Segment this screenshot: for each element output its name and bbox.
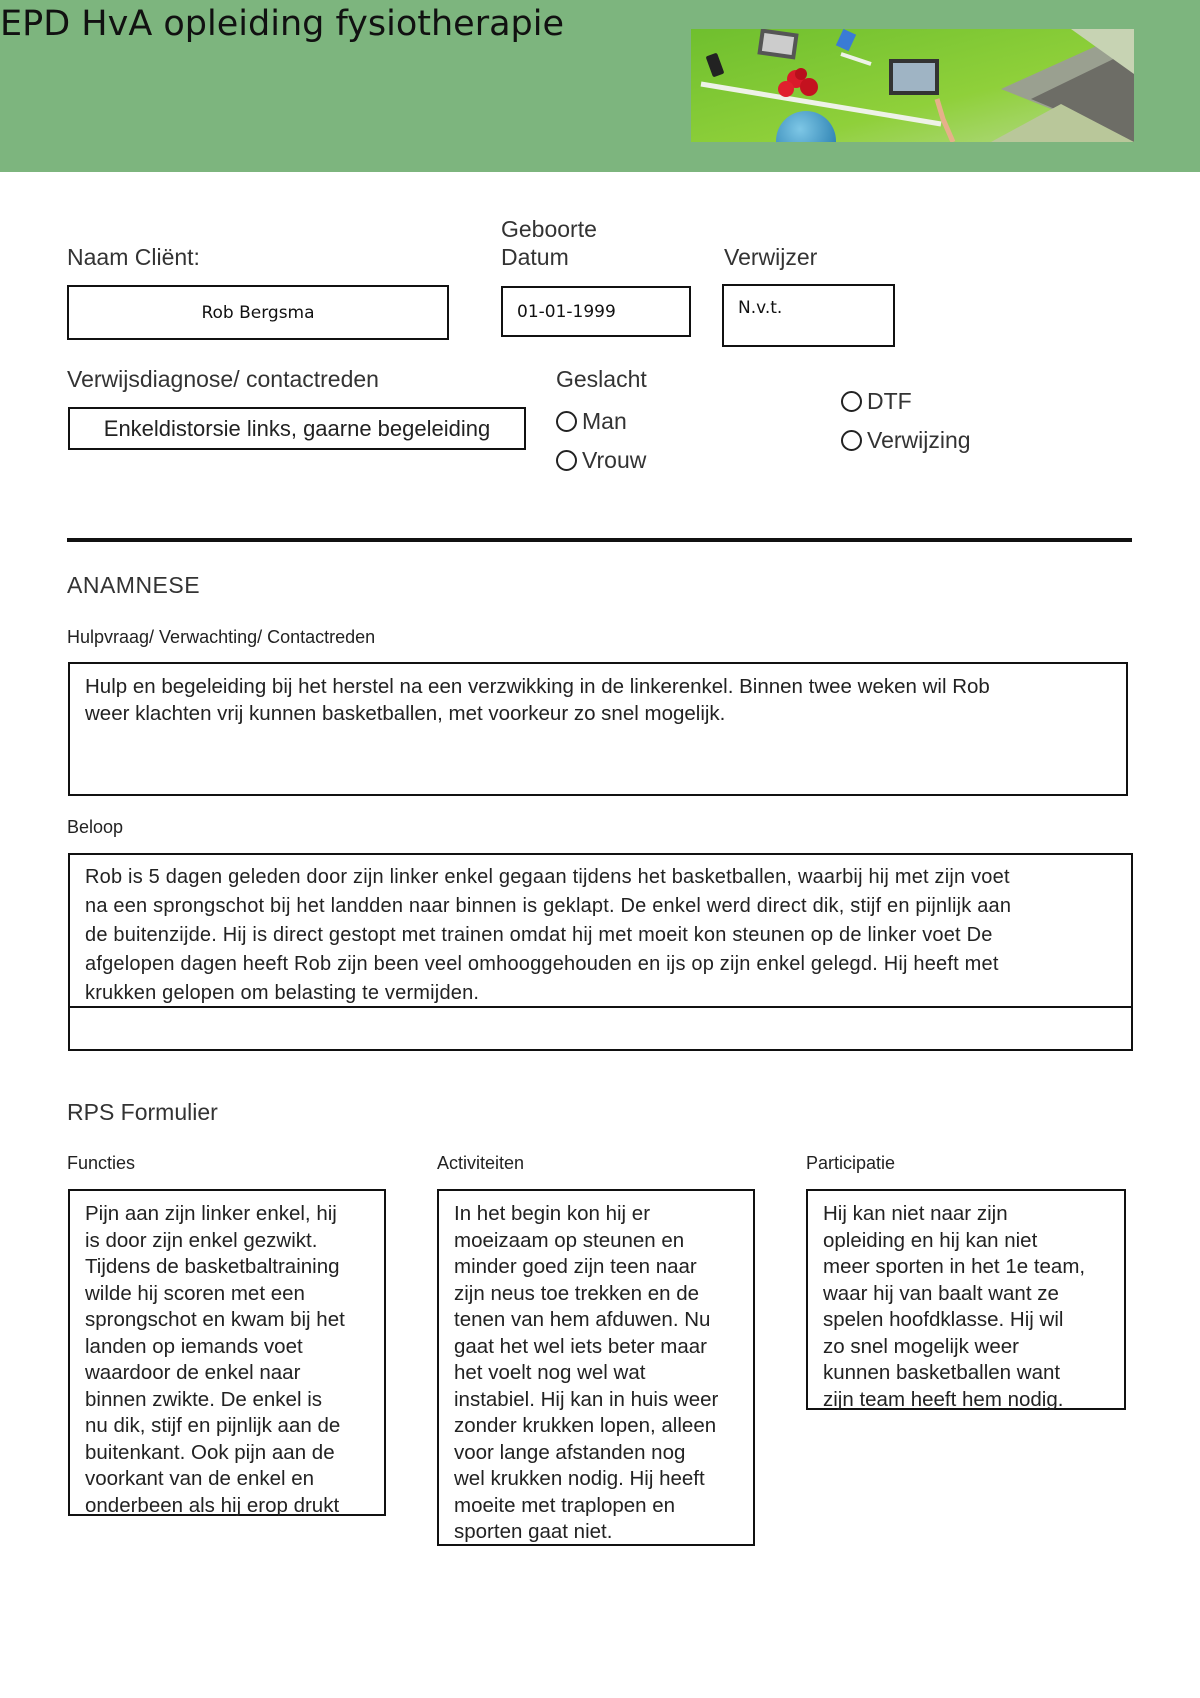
functies-textarea[interactable]	[68, 1189, 386, 1516]
gender-option-vrouw: Vrouw	[582, 447, 647, 473]
header-bar	[0, 0, 1200, 172]
physiotherapy-banner-image	[691, 29, 1134, 142]
activiteiten-line: zonder krukken lopen, alleen	[454, 1414, 717, 1437]
functies-line: nu dik, stijf en pijnlijk aan de	[85, 1414, 341, 1437]
functies-line: is door zijn enkel gezwikt.	[85, 1228, 318, 1252]
access-option-verwijzing: Verwijzing	[867, 427, 971, 453]
client-name-label: Naam Cliënt:	[67, 244, 200, 270]
activiteiten-line: zijn neus toe trekken en de	[454, 1281, 700, 1305]
birth-date-value: 01-01-1999	[517, 301, 616, 322]
activiteiten-line: In het begin kon hij er	[454, 1202, 651, 1225]
participatie-line: opleiding en hij kan niet	[823, 1228, 1038, 1252]
hulpvraag-line: weer klachten vrij kunnen basketballen, met voorkeur zo snel mogelijk.	[85, 701, 726, 725]
referrer-label: Verwijzer	[724, 244, 818, 270]
beloop-line: krukken gelopen om belasting te vermijden.	[85, 982, 480, 1004]
activiteiten-line: instabiel. Hij kan in huis weer	[454, 1387, 719, 1411]
rps-title: RPS Formulier	[67, 1099, 218, 1125]
gender-radio-vrouw[interactable]	[556, 447, 646, 474]
participatie-line: zijn team heeft hem nodig.	[823, 1387, 1064, 1411]
referrer-field[interactable]	[722, 284, 895, 347]
functies-line: landen op iemands voet	[85, 1334, 303, 1358]
gender-label: Geslacht	[556, 366, 647, 392]
beloop-extra-row[interactable]	[68, 1006, 1133, 1051]
beloop-line: de buitenzijde. Hij is direct gestopt met trainen omdat hij met moeit kon steunen op de linker voet De	[85, 924, 993, 946]
access-radio-dtf[interactable]	[841, 388, 912, 415]
diagnosis-value: Enkeldistorsie links, gaarne begeleiding	[103, 415, 491, 441]
activiteiten-line: moeite met traplopen en	[454, 1493, 676, 1517]
hulpvraag-textarea[interactable]	[68, 662, 1128, 796]
anamnese-title: ANAMNESE	[67, 572, 201, 598]
functies-line: Pijn aan zijn linker enkel, hij	[85, 1202, 337, 1225]
functies-line: wilde hij scoren met een	[85, 1281, 305, 1305]
participatie-line: waar hij van baalt want ze	[823, 1281, 1059, 1305]
participatie-line: spelen hoofdklasse. Hij wil	[823, 1308, 1064, 1331]
radio-circle-icon	[556, 450, 577, 471]
functies-line: voorkant van de enkel en	[85, 1467, 315, 1490]
activiteiten-line: gaat het wel iets beter maar	[454, 1334, 707, 1358]
client-name-value: Rob Bergsma	[201, 302, 315, 323]
radio-circle-icon	[841, 391, 862, 412]
beloop-line: na een sprongschot bij het landden naar binnen is geklapt. De enkel werd direct dik, stijf en pijnlijk aan	[85, 895, 1012, 917]
gender-option-man: Man	[582, 408, 627, 434]
activiteiten-textarea[interactable]	[437, 1189, 755, 1546]
section-divider	[67, 538, 1132, 542]
functies-line: Tijdens de basketbaltraining	[85, 1255, 340, 1278]
activiteiten-line: minder goed zijn teen naar	[454, 1255, 697, 1278]
activiteiten-line: het voelt nog wel wat	[454, 1361, 646, 1384]
birth-date-label-line1: Geboorte	[501, 216, 597, 242]
beloop-textarea[interactable]	[68, 853, 1133, 1011]
access-radio-verwijzing[interactable]	[841, 427, 971, 454]
functies-line: onderbeen als hij erop drukt	[85, 1493, 340, 1517]
participatie-line: zo snel mogelijk weer	[823, 1334, 1019, 1358]
participatie-line: Hij kan niet naar zijn	[823, 1202, 1008, 1225]
app-title: EPD HvA opleiding fysiotherapie	[0, 4, 565, 44]
radio-circle-icon	[841, 430, 862, 451]
diagnosis-label: Verwijsdiagnose/ contactreden	[67, 366, 379, 392]
activiteiten-line: wel krukken nodig. Hij heeft	[454, 1467, 705, 1490]
functies-line: sprongschot en kwam bij het	[85, 1308, 345, 1331]
gender-radio-man[interactable]	[556, 408, 627, 435]
participatie-label: Participatie	[806, 1153, 896, 1173]
client-name-field[interactable]	[67, 285, 449, 340]
birth-date-field[interactable]	[501, 286, 691, 337]
functies-line: buitenkant. Ook pijn aan de	[85, 1440, 335, 1464]
activiteiten-line: voor lange afstanden nog	[454, 1440, 686, 1464]
referrer-value: N.v.t.	[738, 298, 783, 318]
functies-label: Functies	[67, 1153, 136, 1173]
beloop-line: Rob is 5 dagen geleden door zijn linker enkel gegaan tijdens het basketballen, waarbij hij met zijn voet	[85, 866, 1010, 888]
functies-line: binnen zwikte. De enkel is	[85, 1387, 323, 1411]
activiteiten-label: Activiteiten	[437, 1153, 525, 1173]
activiteiten-line: tenen van hem afduwen. Nu	[454, 1308, 711, 1331]
participatie-textarea[interactable]	[806, 1189, 1126, 1410]
hulpvraag-label: Hulpvraag/ Verwachting/ Contactreden	[67, 627, 376, 647]
participatie-line: kunnen basketballen want	[823, 1361, 1061, 1384]
birth-date-label-line2: Datum	[501, 244, 569, 270]
functies-line: waardoor de enkel naar	[85, 1361, 301, 1384]
activiteiten-line: moeizaam op steunen en	[454, 1228, 685, 1252]
participatie-line: meer sporten in het 1e team,	[823, 1255, 1086, 1278]
diagnosis-field[interactable]	[68, 407, 526, 450]
access-option-dtf: DTF	[867, 388, 912, 414]
hulpvraag-line: Hulp en begeleiding bij het herstel na een verzwikking in de linkerenkel. Binnen twee weken wil Rob	[85, 675, 990, 698]
beloop-line: afgelopen dagen heeft Rob zijn been veel omhooggehouden en ijs op zijn enkel gelegd. Hij heeft met	[85, 953, 999, 975]
radio-circle-icon	[556, 411, 577, 432]
activiteiten-line: sporten gaat niet.	[454, 1520, 613, 1543]
beloop-label: Beloop	[67, 817, 124, 837]
